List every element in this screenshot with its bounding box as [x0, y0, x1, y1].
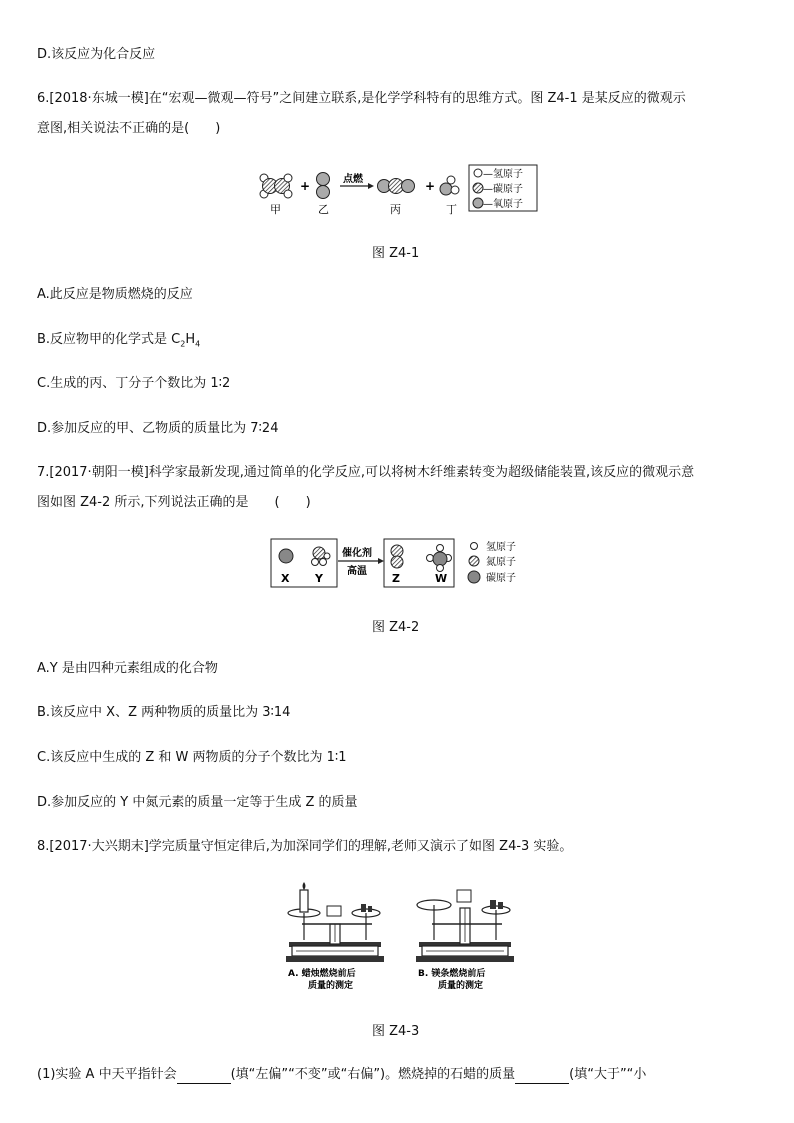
legend-hydrogen: —氢原子	[483, 169, 523, 180]
label-b-line2: 质量的测定	[438, 981, 484, 991]
q7-option-b: B.该反应中 X、Z 两种物质的质量比为 3∶14	[37, 705, 291, 720]
molecule-ding	[440, 176, 459, 195]
q7-option-d: D.参加反应的 Y 中氮元素的质量一定等于生成 Z 的质量	[37, 795, 358, 810]
balance-b	[416, 890, 514, 962]
label-b-line1: B. 镁条燃烧前后	[418, 969, 486, 979]
label-bing: 丙	[390, 203, 401, 216]
q7-option-a: A.Y 是由四种元素组成的化合物	[37, 661, 218, 676]
label-ding: 丁	[446, 203, 457, 216]
answer-blank-2[interactable]	[515, 1069, 569, 1084]
legend-carbon: —碳原子	[483, 184, 523, 195]
molecule-jia	[260, 174, 292, 198]
candle	[300, 890, 308, 912]
q7-stem-line1: 7.[2017·朝阳一模]科学家最新发现,通过简单的化学反应,可以将树木纤维素转变为超级储能装置,该反应的微观示意	[37, 465, 695, 480]
label-a-line2: 质量的测定	[308, 981, 354, 991]
figure-z4-2-caption: 图 Z4-2	[372, 620, 420, 635]
balance-a	[286, 882, 384, 962]
q5-option-d: D.该反应为化合反应	[37, 47, 156, 62]
figure-z4-2	[270, 538, 530, 594]
label-w: W	[435, 572, 448, 585]
hydrogen-atom-icon	[471, 543, 478, 550]
legend-oxygen: —氧原子	[483, 199, 523, 210]
oxygen-atom-icon	[473, 198, 483, 208]
carbon-atom-icon	[473, 183, 483, 193]
q7-stem-line2: 图如图 Z4-2 所示,下列说法正确的是 ( )	[37, 495, 311, 510]
figure-z4-1-caption: 图 Z4-1	[372, 246, 420, 261]
q6-option-d: D.参加反应的甲、乙物质的质量比为 7∶24	[37, 421, 279, 436]
flame	[303, 882, 306, 890]
plus-1: +	[300, 179, 311, 193]
figure-z4-1	[250, 164, 550, 224]
legend-hydrogen-2: 氢原子	[486, 542, 516, 553]
legend-nitrogen: 氮原子	[486, 557, 516, 568]
q6-option-c: C.生成的丙、丁分子个数比为 1∶2	[37, 376, 231, 391]
label-y: Y	[315, 572, 323, 585]
nitrogen-atom-icon	[469, 556, 479, 566]
hydrogen-atom-icon	[474, 169, 482, 177]
condition-high-temp: 高温	[347, 566, 367, 577]
q6-stem-line1: 6.[2018·东城一模]在“宏观—微观—符号”之间建立联系,是化学学科特有的思维方式。图 Z4-1 是某反应的微观示	[37, 91, 686, 106]
condition-catalyst: 催化剂	[342, 548, 372, 559]
molecule-x	[279, 549, 293, 563]
carbon-atom-icon	[468, 571, 480, 583]
q6-stem-line2: 意图,相关说法不正确的是( )	[37, 121, 221, 136]
q8-stem: 8.[2017·大兴期末]学完质量守恒定律后,为加深同学们的理解,老师又演示了如图 Z4-3 实验。	[37, 839, 573, 854]
molecule-bing	[378, 179, 415, 194]
label-yi: 乙	[318, 203, 329, 216]
figure-z4-3-caption: 图 Z4-3	[372, 1024, 420, 1039]
plus-2: +	[425, 179, 436, 193]
label-z: Z	[392, 572, 400, 585]
label-a-line1: A. 蜡烛燃烧前后	[288, 969, 356, 979]
answer-blank-1[interactable]	[177, 1069, 231, 1084]
label-x: X	[281, 572, 290, 585]
q8-sub1: (1)实验 A 中天平指针会 (填“左偏”“不变”或“右偏”)。燃烧掉的石蜡的质量 (填“大于”“小	[37, 1067, 647, 1082]
arrow-condition: 点燃	[343, 174, 363, 185]
q7-option-c: C.该反应中生成的 Z 和 W 两物质的分子个数比为 1∶1	[37, 750, 347, 765]
figure-z4-3	[282, 880, 522, 996]
legend-carbon-2: 碳原子	[486, 573, 516, 584]
q6-option-a: A.此反应是物质燃烧的反应	[37, 287, 193, 302]
molecule-yi	[317, 173, 330, 199]
label-jia: 甲	[270, 203, 281, 216]
q6-option-b: B.反应物甲的化学式是 $C_2H_4$	[37, 332, 201, 349]
